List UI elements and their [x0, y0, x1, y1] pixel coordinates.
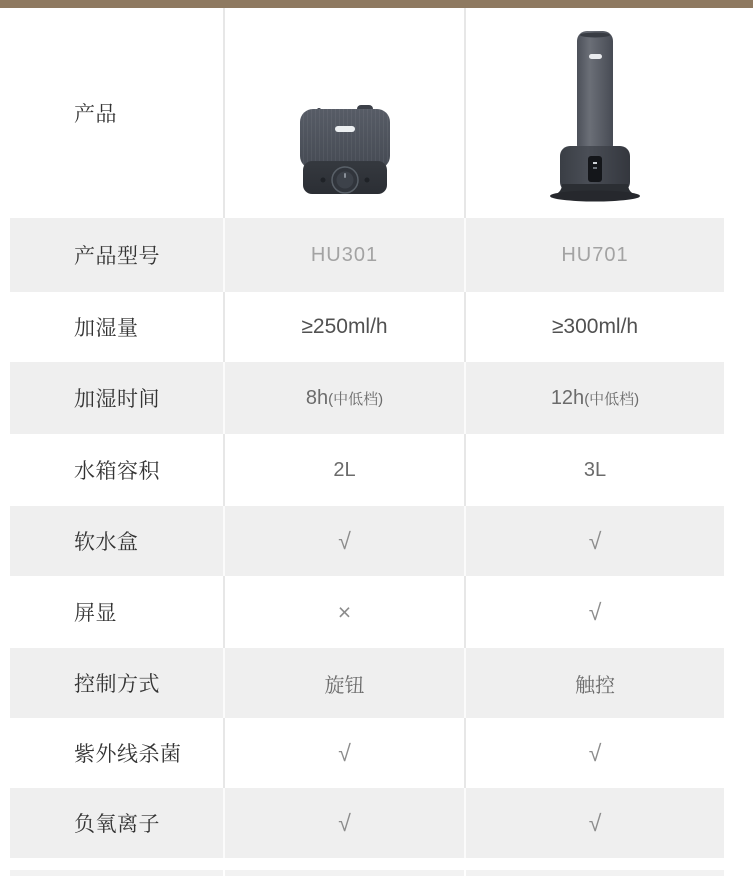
table-row-model	[10, 218, 724, 292]
hu301-value: 2L	[223, 434, 464, 506]
top-accent-bar	[0, 0, 753, 8]
hu701-model-value: HU701	[464, 218, 724, 292]
table-row-humidify-amount	[10, 292, 724, 362]
row-label: 软水盒	[74, 531, 139, 554]
row-label: 产品型号	[74, 245, 160, 268]
row-label: 紫外线杀菌	[74, 743, 182, 766]
hu701-check-mark: √	[464, 788, 724, 858]
hu301-check-mark: √	[223, 506, 464, 576]
hu301-cross-mark: ×	[223, 576, 464, 648]
hu301-value: 旋钮	[223, 648, 464, 718]
time-note: (中低档)	[584, 390, 640, 408]
row-label: 加湿时间	[74, 388, 160, 411]
table-row-uv-sterilization	[10, 718, 724, 788]
hu301-humidifier-image	[295, 104, 395, 196]
table-row-screen-display	[10, 576, 724, 648]
next-section-preview	[10, 870, 724, 876]
bottom-spacer	[10, 858, 724, 870]
row-label: 控制方式	[74, 673, 160, 696]
table-row-product	[10, 8, 724, 218]
hu301-value	[223, 362, 464, 434]
product-image-cell-hu301	[223, 8, 464, 218]
hu701-check-mark: √	[464, 576, 724, 648]
hu701-value	[464, 362, 724, 434]
hu701-value: 3L	[464, 434, 724, 506]
hu301-value: ≥250ml/h	[223, 292, 464, 362]
product-image-cell-hu701	[464, 8, 724, 218]
table-row-negative-ions	[10, 788, 724, 858]
hu301-check-mark: √	[223, 718, 464, 788]
table-row-control-method	[10, 648, 724, 718]
hu701-check-mark: √	[464, 718, 724, 788]
table-row-humidify-time	[10, 362, 724, 434]
time-main: 12h	[550, 386, 585, 409]
hu701-value: 触控	[464, 648, 724, 718]
row-label: 水箱容积	[74, 460, 160, 483]
time-note: (中低档)	[328, 390, 384, 408]
hu701-value: ≥300ml/h	[464, 292, 724, 362]
table-row-softwater-box	[10, 506, 724, 576]
hu701-check-mark: √	[464, 506, 724, 576]
row-label: 负氧离子	[74, 813, 160, 836]
row-label: 产品	[74, 103, 117, 126]
time-main: 8h	[305, 386, 329, 409]
table-row-tank-capacity	[10, 434, 724, 506]
row-label: 屏显	[74, 602, 117, 625]
hu701-humidifier-image	[540, 28, 650, 202]
row-label: 加湿量	[74, 317, 139, 340]
hu301-check-mark: √	[223, 788, 464, 858]
hu301-model-value: HU301	[223, 218, 464, 292]
comparison-table	[10, 8, 724, 876]
